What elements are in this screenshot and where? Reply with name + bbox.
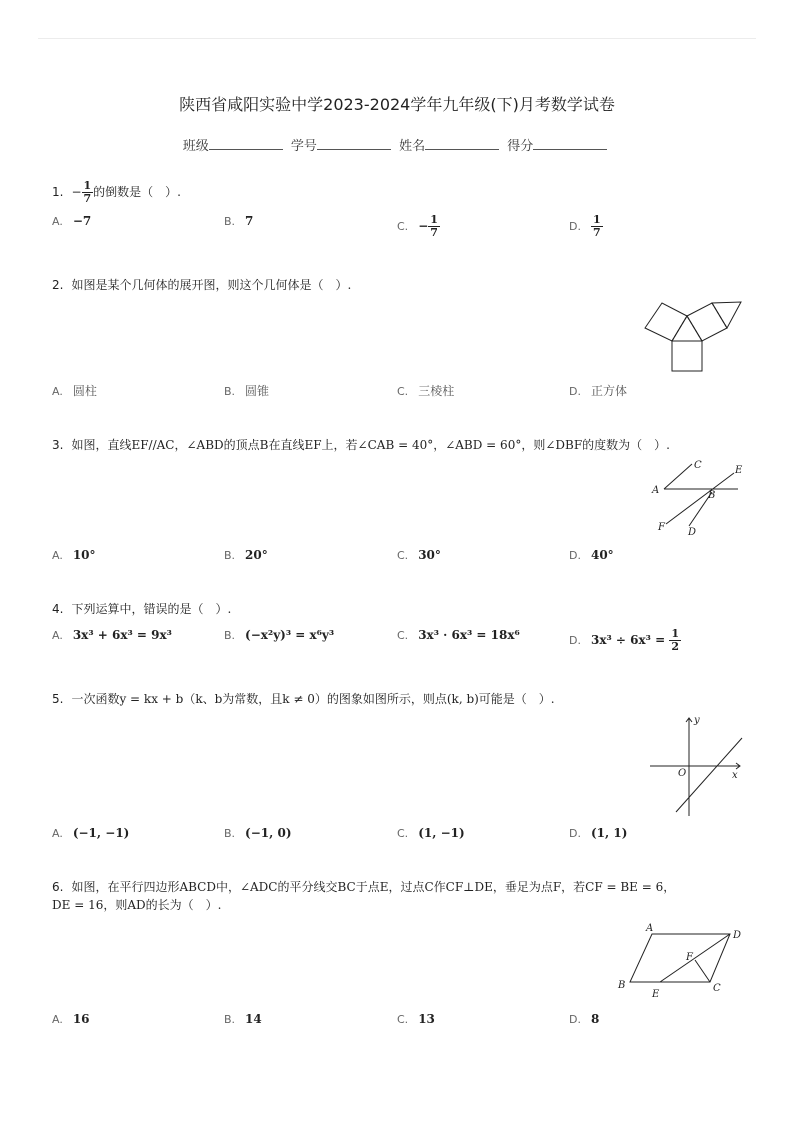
origin-label: O bbox=[678, 768, 687, 779]
q5-options bbox=[52, 826, 742, 848]
name-blank[interactable] bbox=[425, 137, 499, 150]
label-e: E bbox=[652, 989, 660, 1000]
option-b[interactable]: B. 14 bbox=[224, 1012, 262, 1026]
question-6 bbox=[52, 878, 762, 914]
class-label: 班级 bbox=[182, 139, 209, 154]
student-info-row bbox=[0, 135, 794, 154]
label-a: A bbox=[646, 923, 654, 934]
label-d: D bbox=[733, 930, 742, 941]
question-number: 4. bbox=[52, 602, 64, 616]
q1-options bbox=[52, 213, 742, 239]
score-blank[interactable] bbox=[533, 137, 607, 150]
question-5 bbox=[52, 690, 752, 708]
option-b[interactable]: B. (−x²y)³ = x⁶y³ bbox=[224, 628, 335, 642]
label-a: A bbox=[652, 485, 660, 496]
option-a[interactable]: A. 10° bbox=[52, 548, 96, 562]
q6-stem-line2: DE = 16，则AD的长为（ ）. bbox=[52, 898, 222, 912]
option-b[interactable]: B. 20° bbox=[224, 548, 268, 562]
question-3 bbox=[52, 436, 752, 454]
q4-options bbox=[52, 627, 742, 653]
label-b: B bbox=[618, 980, 626, 991]
score-label: 得分 bbox=[507, 139, 534, 154]
q1-stem-suffix: 的倒数是（ ）. bbox=[93, 185, 181, 199]
option-c[interactable]: C. (1, −1) bbox=[397, 826, 465, 840]
label-c: C bbox=[694, 460, 702, 471]
q3-stem: 如图，直线EF//AC，∠ABD的顶点B在直线EF上，若∠CAB = 40°，∠ABD = 60°，则∠DBF的度数为（ ）. bbox=[71, 438, 670, 452]
q5-stem: 一次函数y = kx + b（k、b为常数，且k ≠ 0）的图象如图所示，则点(k, b)可能是（ ）. bbox=[71, 692, 555, 706]
axis-label-y: y bbox=[694, 715, 700, 726]
option-b[interactable]: B. 7 bbox=[224, 214, 254, 228]
label-e: E bbox=[735, 465, 743, 476]
option-a[interactable]: A. 16 bbox=[52, 1012, 90, 1026]
q2-options bbox=[52, 382, 742, 404]
question-2 bbox=[52, 276, 351, 294]
q2-stem: 如图是某个几何体的展开图，则这个几何体是（ ）. bbox=[71, 278, 352, 292]
option-d[interactable]: D. (1, 1) bbox=[569, 826, 628, 840]
label-f: F bbox=[686, 952, 693, 963]
axis-label-x: x bbox=[732, 770, 738, 781]
parallelogram-figure bbox=[614, 920, 748, 1002]
question-4 bbox=[52, 600, 231, 618]
prism-net-figure bbox=[640, 298, 746, 376]
option-c[interactable]: C. − $\frac{1}{7}$ bbox=[397, 213, 438, 239]
option-a[interactable]: A. (−1, −1) bbox=[52, 826, 130, 840]
option-a[interactable]: A. 3x³ + 6x³ = 9x³ bbox=[52, 628, 172, 642]
q1-stem-prefix: − bbox=[71, 185, 82, 199]
option-d[interactable]: D. 正方体 bbox=[569, 384, 627, 398]
option-c[interactable]: C. 13 bbox=[397, 1012, 435, 1026]
label-b: B bbox=[708, 490, 716, 501]
top-divider bbox=[38, 38, 756, 39]
q6-options bbox=[52, 1012, 742, 1034]
q6-stem-line1: 如图，在平行四边形ABCD中，∠ADC的平分线交BC于点E，过点C作CF⊥DE，垂足为点F，若CF = BE = 6， bbox=[71, 880, 676, 894]
question-1 bbox=[52, 180, 181, 205]
question-number: 3. bbox=[52, 438, 64, 452]
option-a[interactable]: A. −7 bbox=[52, 214, 92, 228]
option-d[interactable]: D. 40° bbox=[569, 548, 614, 562]
option-b[interactable]: B. (−1, 0) bbox=[224, 826, 292, 840]
option-c[interactable]: C. 三棱柱 bbox=[397, 384, 455, 398]
option-d[interactable]: D. 8 bbox=[569, 1012, 600, 1026]
question-number: 1. bbox=[52, 185, 64, 199]
question-number: 5. bbox=[52, 692, 64, 706]
linear-function-graph bbox=[646, 712, 746, 818]
option-c[interactable]: C. 3x³ · 6x³ = 18x⁶ bbox=[397, 628, 520, 642]
parallel-lines-figure bbox=[646, 456, 750, 540]
question-number: 6. bbox=[52, 880, 64, 894]
q1-fraction: $\frac{1}{7}$ bbox=[83, 179, 92, 205]
number-label: 学号 bbox=[290, 139, 317, 154]
q3-options bbox=[52, 548, 742, 570]
option-d[interactable]: D. $\frac{1}{7}$ bbox=[569, 213, 601, 239]
label-f: F bbox=[658, 522, 665, 533]
class-blank[interactable] bbox=[209, 137, 283, 150]
option-d[interactable]: D. 3x³ ÷ 6x³ = $\frac{1}{2}$ bbox=[569, 627, 679, 653]
number-blank[interactable] bbox=[317, 137, 391, 150]
question-number: 2. bbox=[52, 278, 64, 292]
option-b[interactable]: B. 圆锥 bbox=[224, 384, 270, 398]
page-title: 陕西省咸阳实验中学2023-2024学年九年级(下)月考数学试卷 bbox=[179, 95, 615, 114]
option-c[interactable]: C. 30° bbox=[397, 548, 441, 562]
q4-stem: 下列运算中，错误的是（ ）. bbox=[71, 602, 232, 616]
name-label: 姓名 bbox=[399, 139, 426, 154]
label-c: C bbox=[713, 983, 721, 994]
option-a[interactable]: A. 圆柱 bbox=[52, 384, 97, 398]
label-d: D bbox=[688, 527, 697, 538]
